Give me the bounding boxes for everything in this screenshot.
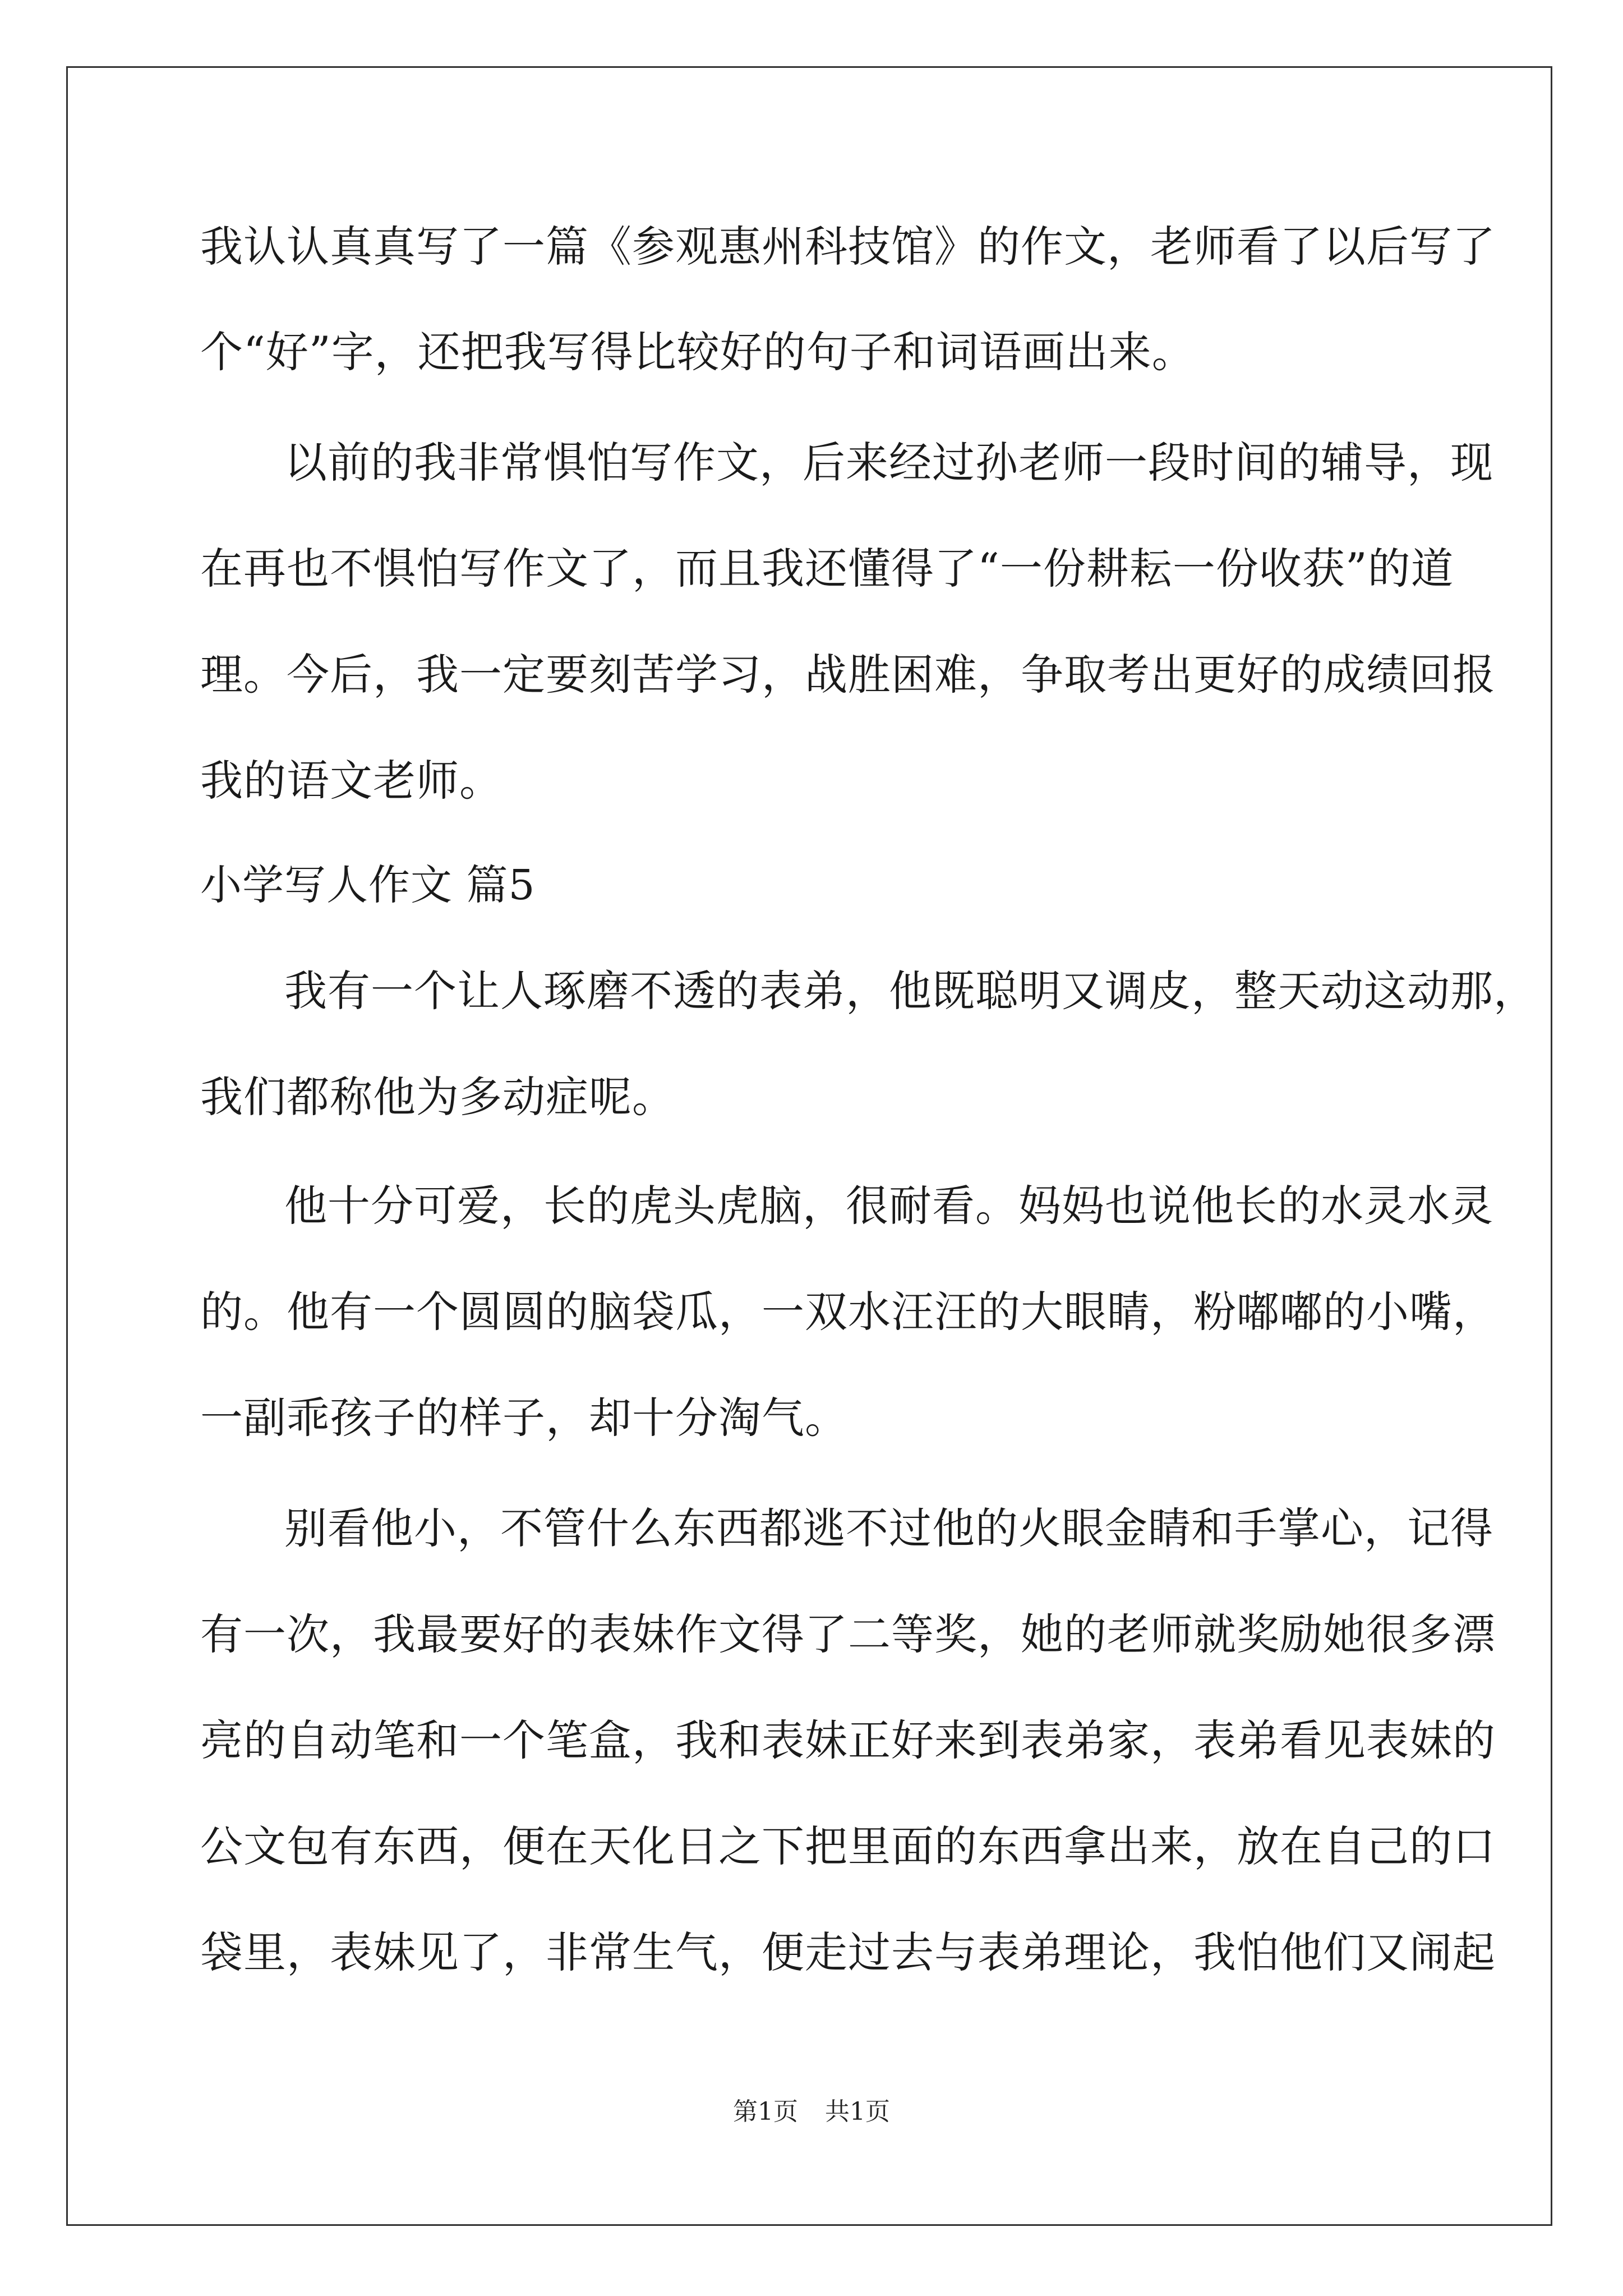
section-heading: 小学写人作文 篇5: [200, 861, 536, 909]
paragraph-line: 亮的自动笔和一个笔盒，我和表妹正好来到表弟家，表弟看见表妹的: [200, 1715, 1496, 1765]
page-footer: [0, 2091, 1623, 2127]
paragraph-line: 的。他有一个圆圆的脑袋瓜，一双水汪汪的大眼睛，粉嘟嘟的小嘴，: [200, 1287, 1496, 1337]
paragraph-line: 以前的我非常惧怕写作文，后来经过孙老师一段时间的辅导，现: [284, 438, 1493, 487]
paragraph-line: 有一次，我最要好的表妹作文得了二等奖，她的老师就奖励她很多漂: [200, 1609, 1496, 1659]
paragraph-line: 他十分可爱，长的虎头虎脑，很耐看。妈妈也说他长的水灵水灵: [284, 1181, 1493, 1231]
paragraph-line: 理。今后，我一定要刻苦学习，战胜困难，争取考出更好的成绩回报: [200, 650, 1496, 700]
page-total: 共1页: [825, 2097, 890, 2126]
paragraph-line: 一副乖孩子的样子，却十分淘气。: [200, 1393, 848, 1443]
paragraph-line: 我有一个让人琢磨不透的表弟，他既聪明又调皮，整天动这动那，: [284, 966, 1537, 1016]
paragraph-line: 个“好”字，还把我写得比较好的句子和词语画出来。: [200, 327, 1195, 377]
paragraph-line: 袋里，表妹见了，非常生气，便走过去与表弟理论，我怕他们又闹起: [200, 1927, 1496, 1977]
paragraph-line: 我认认真真写了一篇《参观惠州科技馆》的作文，老师看了以后写了: [200, 222, 1496, 272]
paragraph-line: 我们都称他为多动症呢。: [200, 1072, 675, 1122]
paragraph-line: 别看他小，不管什么东西都逃不过他的火眼金睛和手掌心，记得: [284, 1503, 1493, 1553]
paragraph-line: 在再也不惧怕写作文了，而且我还懂得了“一份耕耘一份收获”的道: [200, 544, 1454, 593]
page-border: [66, 66, 1552, 2226]
paragraph-line: 公文包有东西，便在天化日之下把里面的东西拿出来，放在自己的口: [200, 1821, 1496, 1871]
paragraph-line: 我的语文老师。: [200, 756, 502, 806]
page-number: 第1页: [733, 2097, 798, 2126]
